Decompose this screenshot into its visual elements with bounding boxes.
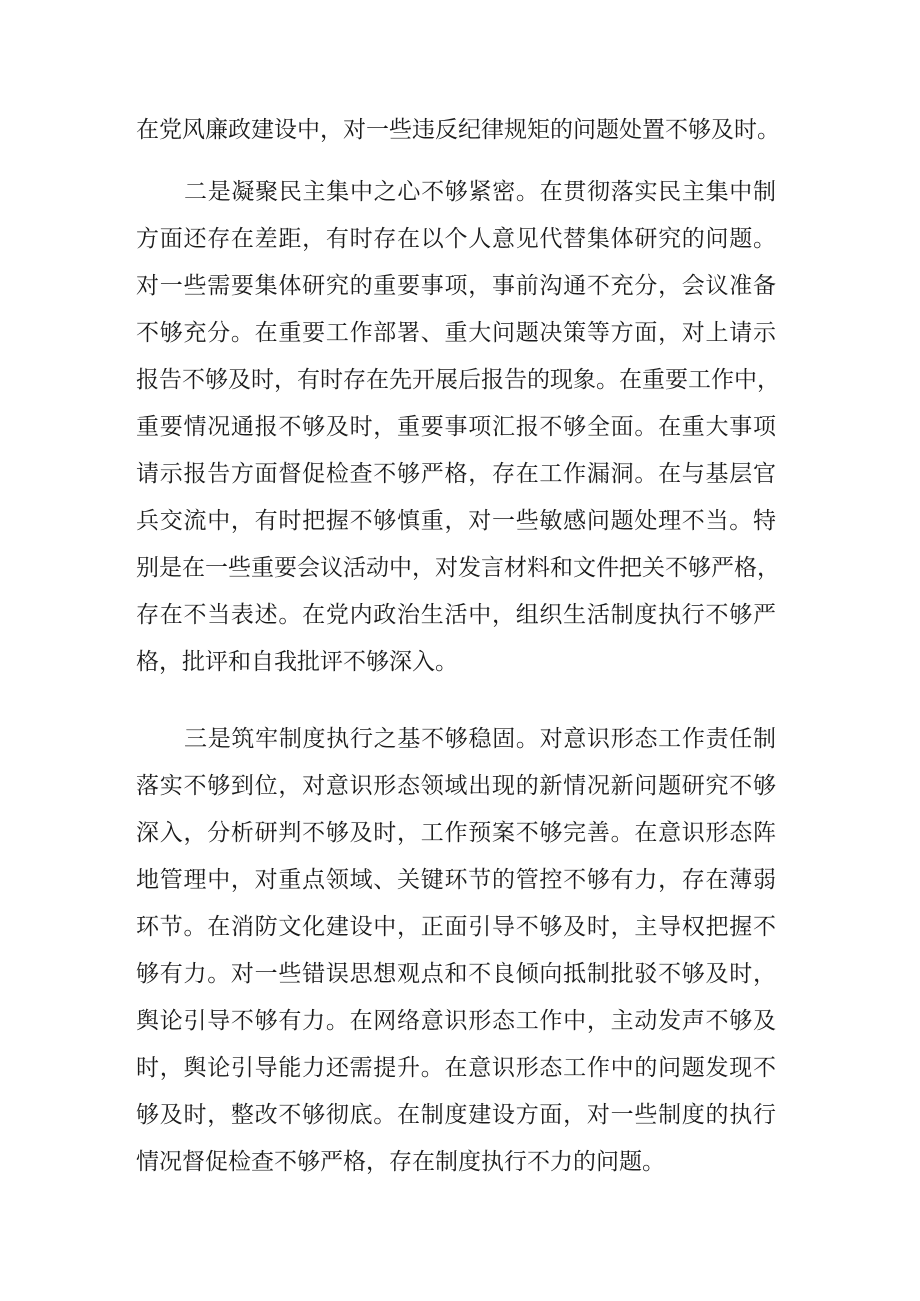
- text-line: 方面还存在差距，有时存在以个人意见代替集体研究的问题。: [136, 226, 776, 252]
- text-line: 对一些需要集体研究的重要事项，事前沟通不充分，会议准备: [136, 273, 776, 299]
- text-line: 舆论引导不够有力。在网络意识形态工作中，主动发声不够及: [136, 1008, 776, 1034]
- text-line: 存在不当表述。在党内政治生活中，组织生活制度执行不够严: [136, 602, 776, 628]
- text-line: 落实不够到位，对意识形态领域出现的新情况新问题研究不够: [136, 773, 776, 799]
- paragraph-heading-line: 三是筑牢制度执行之基不够稳固。对意识形态工作责任制: [184, 726, 776, 752]
- text-line: 环节。在消防文化建设中，正面引导不够及时，主导权把握不: [136, 914, 776, 940]
- text-line: 重要情况通报不够及时，重要事项汇报不够全面。在重大事项: [136, 414, 776, 440]
- text-line: 别是在一些重要会议活动中，对发言材料和文件把关不够严格，: [136, 555, 780, 581]
- text-line: 情况督促检查不够严格，存在制度执行不力的问题。: [136, 1149, 665, 1175]
- text-line: 格，批评和自我批评不够深入。: [136, 649, 458, 675]
- text-line: 够及时，整改不够彻底。在制度建设方面，对一些制度的执行: [136, 1102, 776, 1128]
- text-line: 兵交流中，有时把握不够慎重，对一些敏感问题处理不当。特: [136, 508, 776, 534]
- paragraph-heading-line: 二是凝聚民主集中之心不够紧密。在贯彻落实民主集中制: [184, 179, 776, 205]
- text-line: 在党风廉政建设中，对一些违反纪律规矩的问题处置不够及时。: [136, 117, 780, 143]
- text-line: 够有力。对一些错误思想观点和不良倾向抵制批驳不够及时，: [136, 961, 776, 987]
- text-line: 深入，分析研判不够及时，工作预案不够完善。在意识形态阵: [136, 820, 776, 846]
- text-line: 时，舆论引导能力还需提升。在意识形态工作中的问题发现不: [136, 1055, 776, 1081]
- text-line: 报告不够及时，有时存在先开展后报告的现象。在重要工作中，: [136, 367, 780, 393]
- text-line: 请示报告方面督促检查不够严格，存在工作漏洞。在与基层官: [136, 461, 776, 487]
- text-line: 地管理中，对重点领域、关键环节的管控不够有力，存在薄弱: [136, 867, 776, 893]
- text-line: 不够充分。在重要工作部署、重大问题决策等方面，对上请示: [136, 320, 776, 346]
